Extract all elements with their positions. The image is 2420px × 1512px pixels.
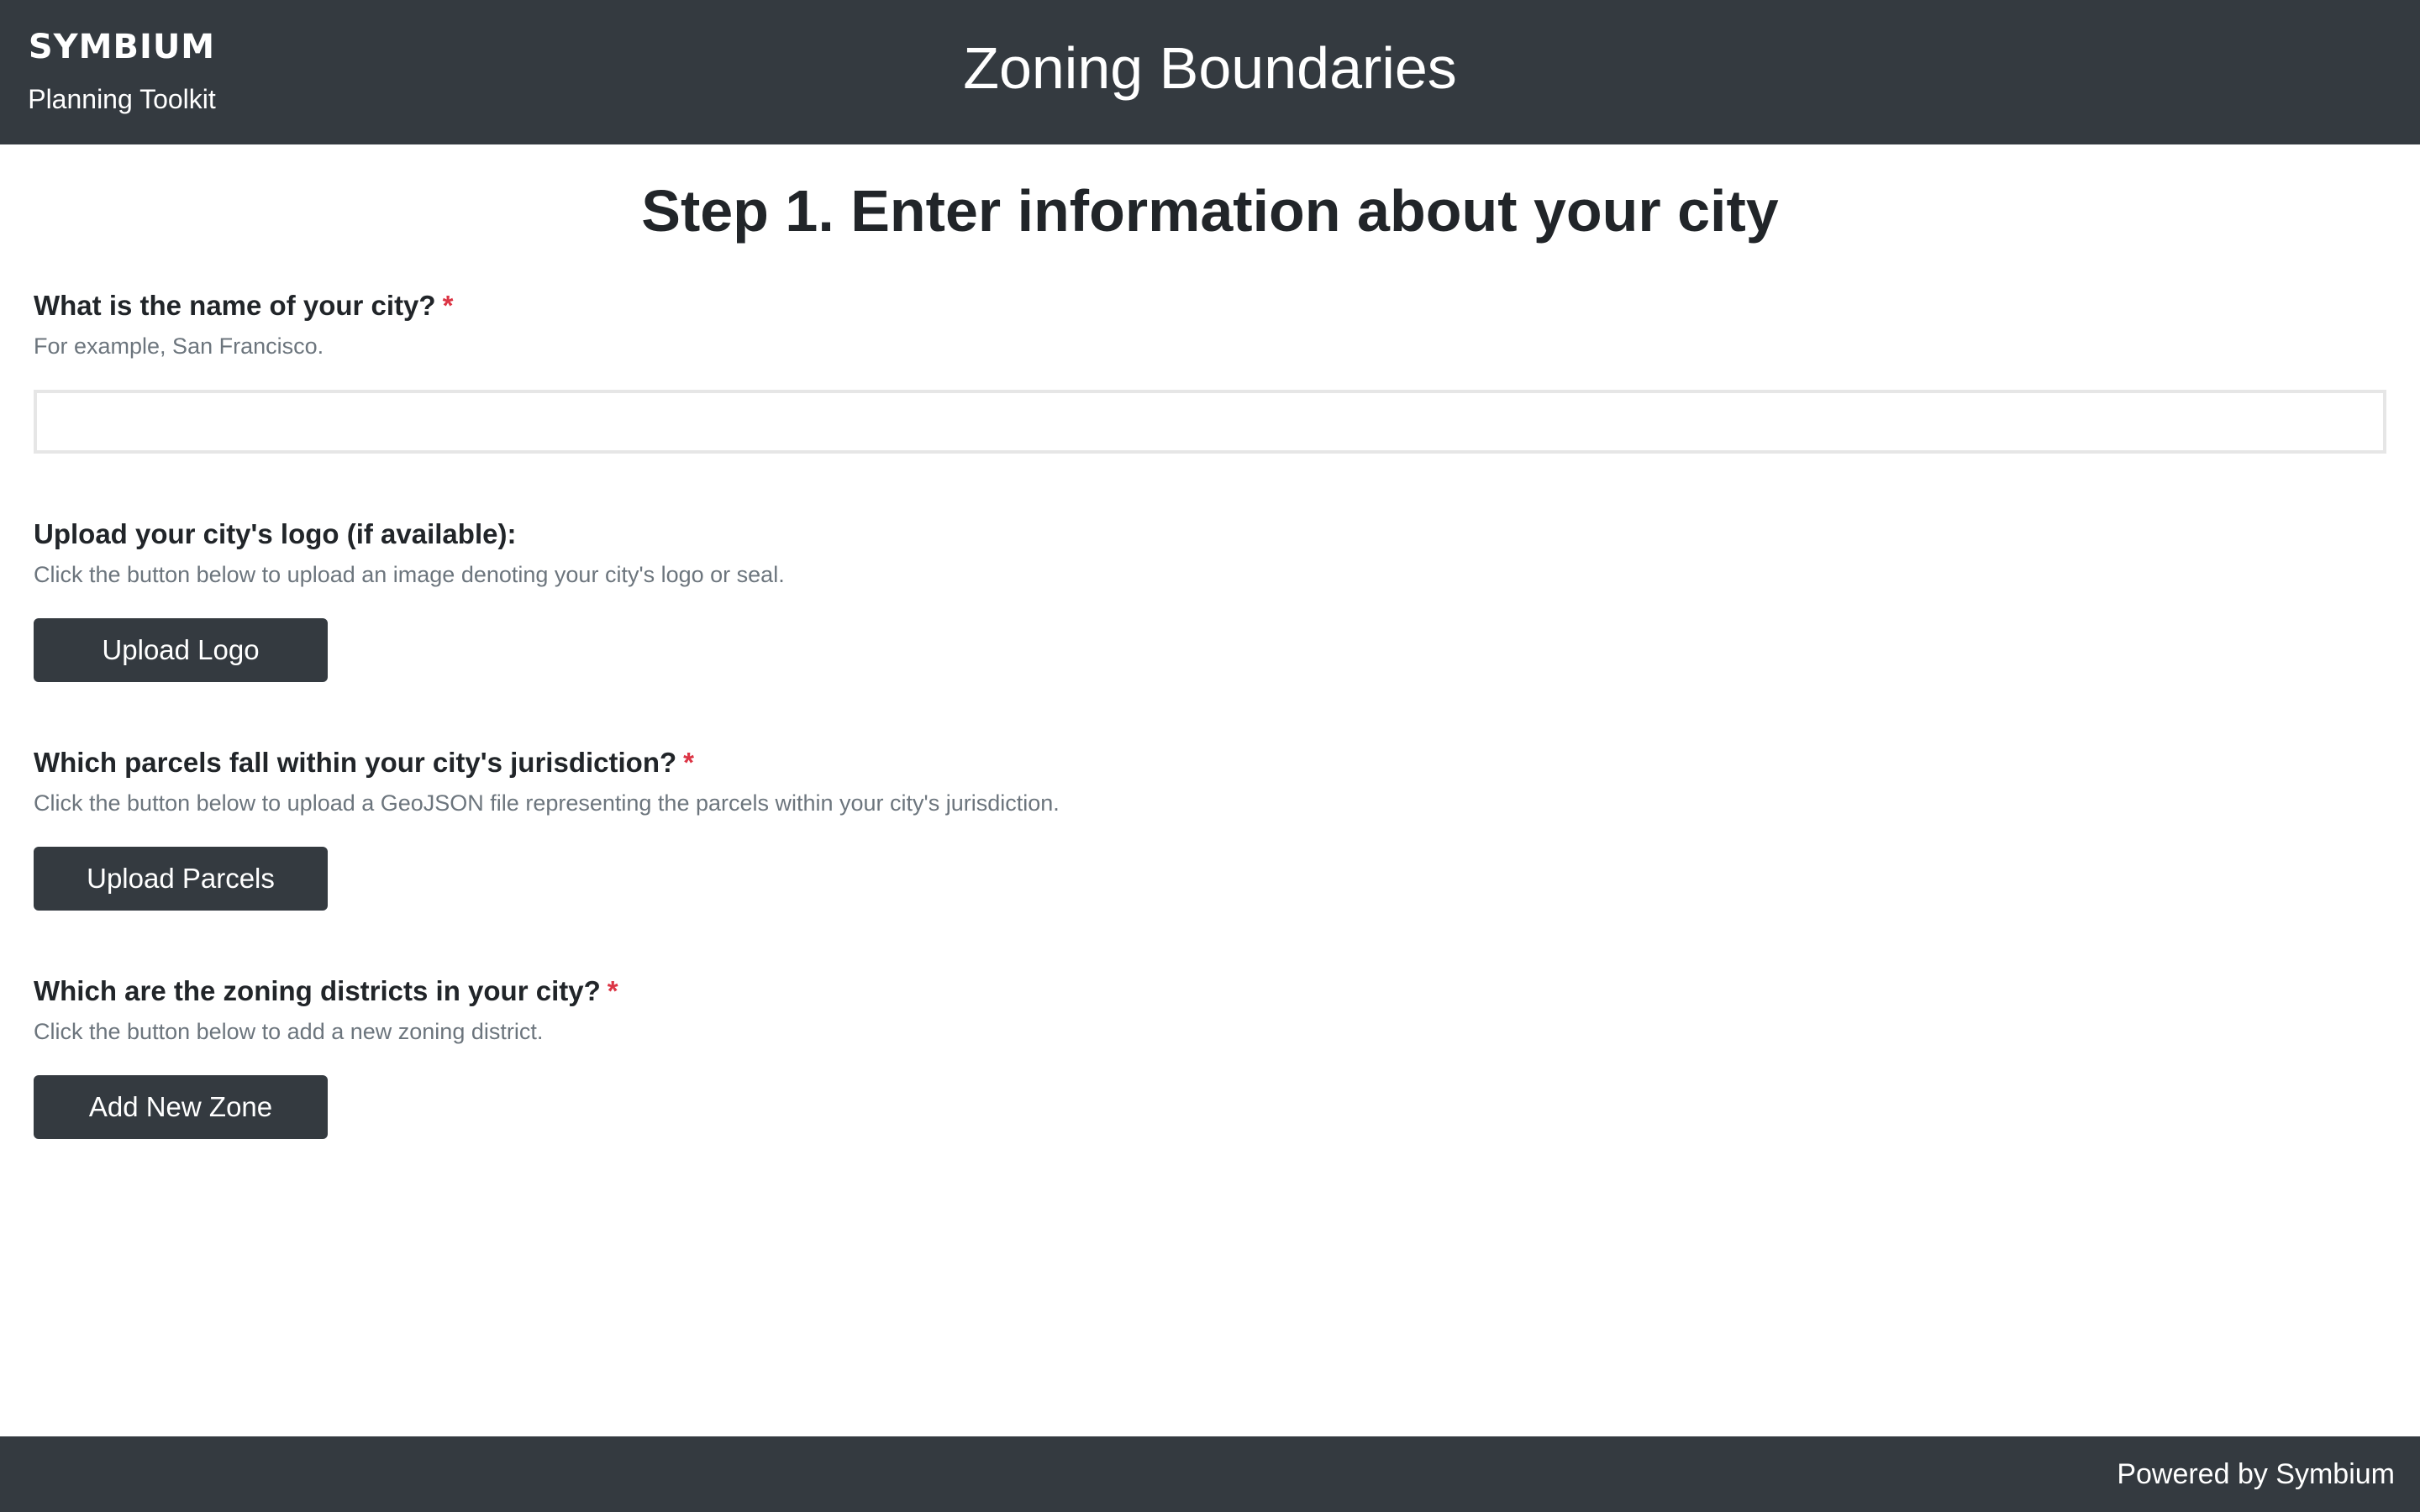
zones-label-text: Which are the zoning districts in your city? <box>34 975 601 1006</box>
parcels-help: Click the button below to upload a GeoJSON file representing the parcels within your city's jurisdiction. <box>34 790 1060 816</box>
zones-section <box>34 973 2386 1139</box>
required-marker: * <box>607 975 618 1006</box>
zones-help: Click the button below to add a new zoning district. <box>34 1019 544 1044</box>
powered-by-text: Powered by Symbium <box>2117 1458 2395 1490</box>
logo-label-text: Upload your city's logo (if available): <box>34 518 517 549</box>
parcels-label-text: Which parcels fall within your city's jurisdiction? <box>34 747 677 778</box>
upload-parcels-button[interactable]: Upload Parcels <box>34 847 328 911</box>
zones-label <box>34 973 2386 1010</box>
city-name-help: For example, San Francisco. <box>34 333 324 359</box>
city-name-label <box>34 287 2386 324</box>
city-name-section <box>34 287 2386 454</box>
logo-section <box>34 516 2386 682</box>
parcels-label <box>34 744 2386 781</box>
add-new-zone-button[interactable]: Add New Zone <box>34 1075 328 1139</box>
city-name-input[interactable] <box>34 390 2386 454</box>
brand-logo: SYMBIUM <box>28 28 216 66</box>
app-title: Zoning Boundaries <box>963 35 1457 101</box>
brand-subtitle: Planning Toolkit <box>28 84 216 114</box>
parcels-section <box>34 744 2386 911</box>
page-title: Step 1. Enter information about your city <box>641 178 1779 244</box>
upload-logo-button[interactable]: Upload Logo <box>34 618 328 682</box>
logo-label <box>34 516 2386 553</box>
logo-help: Click the button below to upload an image denoting your city's logo or seal. <box>34 562 785 587</box>
required-marker: * <box>442 290 454 321</box>
city-name-label-text: What is the name of your city? <box>34 290 436 321</box>
required-marker: * <box>683 747 694 778</box>
app-footer <box>0 1436 2420 1512</box>
app-header <box>0 0 2420 144</box>
